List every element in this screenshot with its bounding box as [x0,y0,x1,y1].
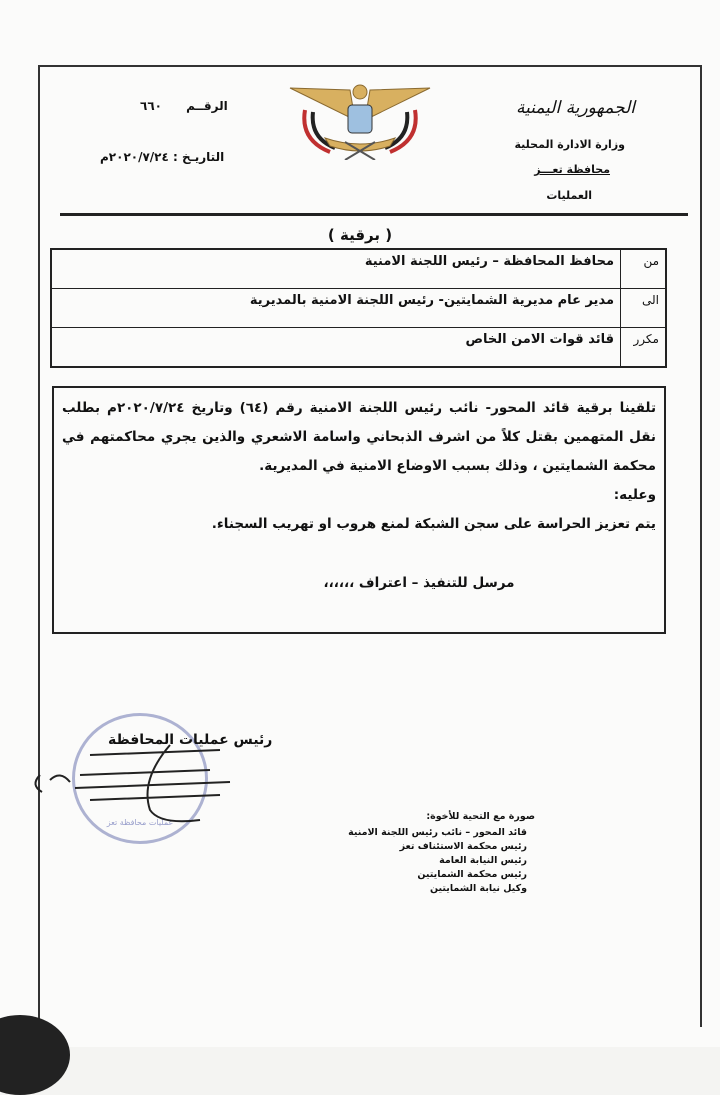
ministry-name: وزارة الادارة المحلية [514,138,625,151]
to-value: مدير عام مديرية الشمايتين- رئيس اللجنة الامنية بالمديرية [51,289,621,328]
governorate-name: محافظة تعـــز [534,163,610,176]
date-label: التاريـخ : [173,150,225,164]
address-table [50,248,667,368]
body-paragraph: تلقينا برقية قائد المحور- نائب رئيس اللجنة الامنية رقم (٦٤) وتاريخ ٢٠٢٠/٧/٢٤م بطلب نقل المتهمين بقتل كلاً من اشرف الذبحاني واسامة الاشعري والذين يجري محاكمتهم في محكمة الشمايتين ، وذلك بسبب الاوضاع الامنية في المديرية. [62,400,657,474]
yemen-emblem-icon [285,80,435,160]
cc-item: قائد المحور – نائب رئيس اللجنة الامنية [348,827,527,838]
cc-item: رئيس محكمة الشمايتين [417,869,527,880]
cc-item: رئيس محكمة الاستئناف تعز [399,841,527,852]
number-label: الرقــم [186,99,228,113]
address-row-cc [51,328,666,368]
therefore-text: وعليه: [613,487,656,503]
document-title: ( برقية ) [327,226,393,244]
stamp-text: عمليات محافظة تعز [106,818,174,827]
cc-label: مكرر [621,328,667,368]
handwritten-signature-icon [30,740,250,830]
document-date [100,150,224,164]
from-value: محافظ المحافظة – رئيس اللجنة الامنية [51,249,621,289]
scan-shadow [0,1015,70,1095]
cc-item: وكيل نيابة الشمايتين [429,883,527,894]
cc-list [348,810,535,896]
address-row-to [51,289,666,328]
to-label: الى [621,289,667,328]
signature-title: رئيس عمليات المحافظة [108,732,273,748]
address-row-from [51,249,666,289]
republic-calligraphy: الجمهورية اليمنية [515,98,635,118]
cc-item: رئيس النيابة العامة [439,855,527,866]
header-divider [60,213,688,216]
from-label: من [621,249,667,289]
date-value: ٢٠٢٠/٧/٢٤م [100,150,169,164]
cc-value: قائد قوات الامن الخاص [51,328,621,368]
reference-number [140,99,228,113]
instruction-text: يتم تعزيز الحراسة على سجن الشبكة لمنع هروب او تهريب السجناء. [211,516,656,532]
number-value: ٦٦٠ [140,99,162,113]
department-name: العمليات [546,189,592,202]
sent-for-execution: مرسل للتنفيذ – اعتراف ،،،،،، [323,575,515,591]
message-body [52,386,666,634]
cc-heading: صورة مع التحية للأخوة: [426,811,535,822]
